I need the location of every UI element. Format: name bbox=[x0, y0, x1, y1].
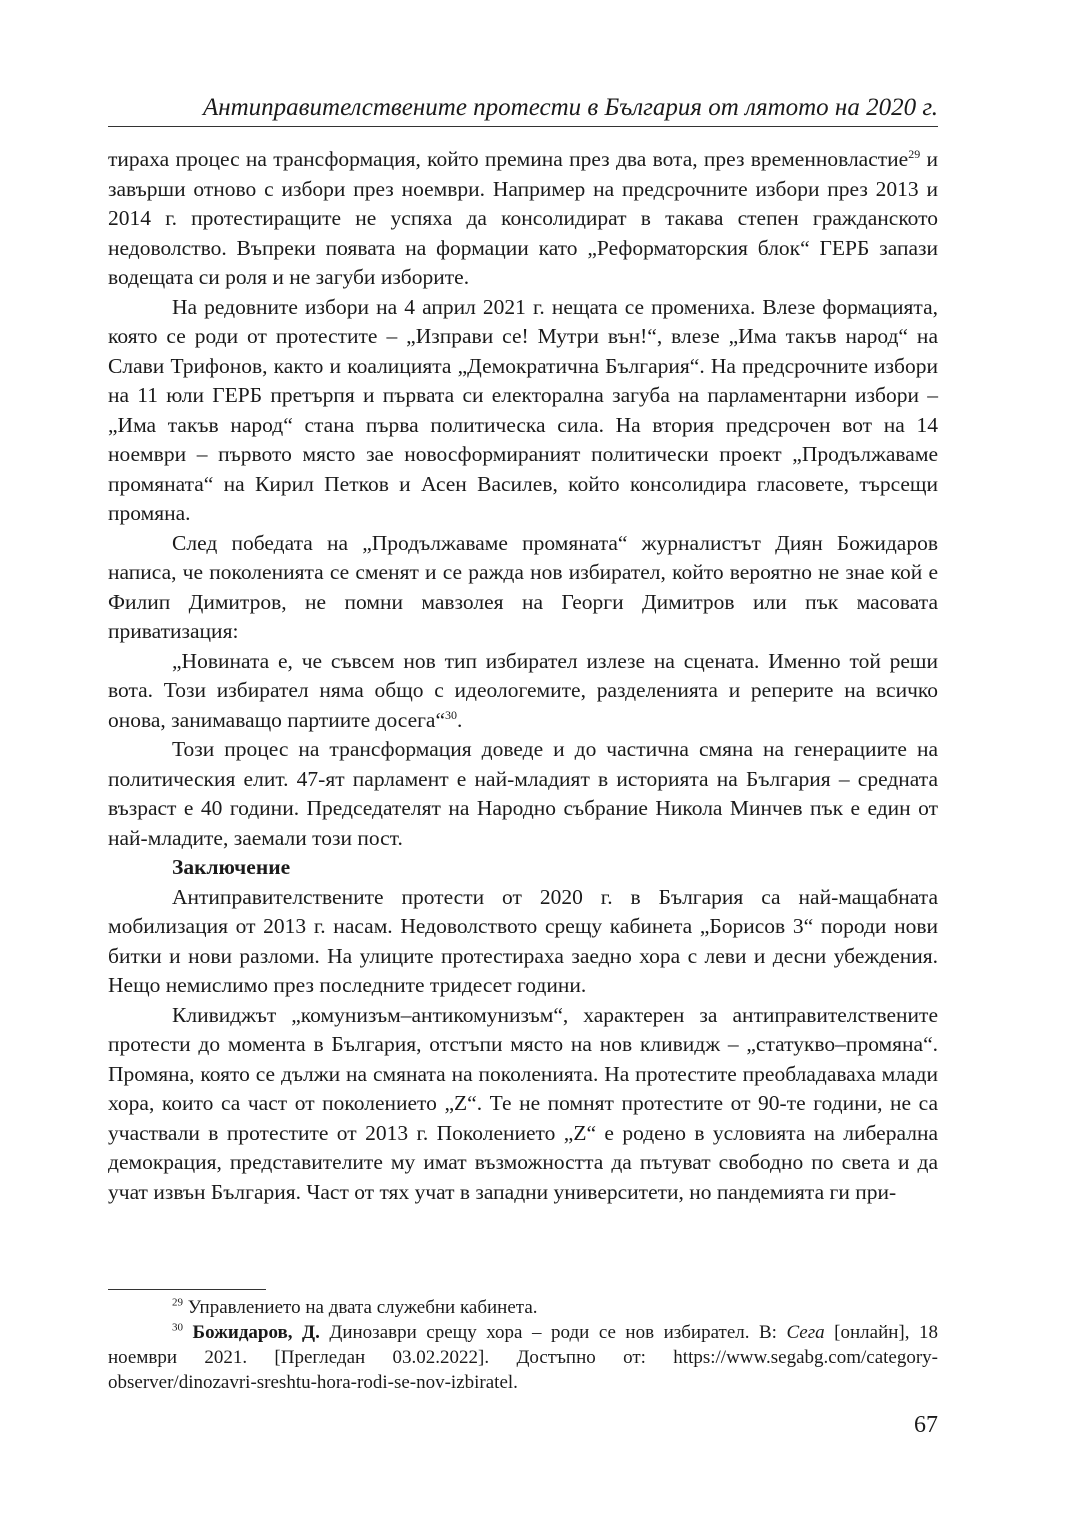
page-number: 67 bbox=[914, 1412, 938, 1438]
quote-end: . bbox=[457, 707, 463, 732]
body-text bbox=[108, 145, 938, 1207]
header-rule bbox=[108, 126, 938, 127]
footnote-number-29: 29 bbox=[172, 1296, 183, 1309]
footnote-rule bbox=[108, 1289, 266, 1290]
paragraph-5: Антиправителствените протести от 2020 г. в България са най-мащабната мобилизация от 2013 г. насам. Недоволството срещу кабинета „Борисов 3“ породи нови битки и нови разломи. На улиците протестираха заедно хора с леви и десни убеждения. Нещо немислимо през последните тридесет години. bbox=[108, 884, 938, 997]
running-header: Антиправителствените протести в България от лятото на 2020 г. bbox=[202, 94, 938, 121]
footnote-30-author: Божидаров, Д. bbox=[183, 1322, 320, 1343]
footnote-30-source: Сега bbox=[786, 1322, 825, 1343]
footnote-number-30: 30 bbox=[172, 1321, 183, 1334]
paragraph-3: След победата на „Продължаваме промяната“ журналистът Диян Божидаров написа, че поколенията се сменят и се ражда нов избирател, който вероятно не знае кой е Филип Димитров, не помни мавзолея на Георги Димитров или пък масовата приватизация: bbox=[108, 530, 938, 643]
footnote-ref-29[interactable]: 29 bbox=[908, 146, 921, 161]
paragraph-6: Кливиджът „комунизъм–антикомунизъм“, характерен за антиправителствените протести до момента в България, отстъпи място на нов кливидж – „статукво–промяна“. Промяна, която се дължи на смяната на поколенията. На протестите преобладаваха млади хора, които са част от поколението „Z“. Те не помнят протестите от 90-те години, не са участвали в протестите от 2013 г. Поколението „Z“ е родено в условията на либерална демокрация, представителите му имат възможността да пътуват свободно по света и да учат извън България. Част от тях учат в западни университети, но пандемията ги при- bbox=[108, 1002, 938, 1204]
footnote-29-text: Управлението на двата служебни кабинета. bbox=[183, 1297, 538, 1318]
paragraph-1-part-b: и завърши отново с избори през ноември. Например на предсрочните избори през 2013 и 2014 г. протестиращите не успяха да консолидират в такава степен гражданското недоволство. Въпреки появата на формации като „Реформаторския блок“ ГЕРБ запази водещата си роля и не загуби изборите. bbox=[108, 147, 938, 289]
paragraph-4: Този процес на трансформация доведе и до частична смяна на генерациите на политическия елит. 47-ят парламент е най-младият в историята на България – средната възраст е 40 години. Председателят на Народно събрание Никола Минчев пък е един от най-младите, заемали този пост. bbox=[108, 737, 938, 850]
section-heading: Заключение bbox=[172, 855, 291, 879]
footnote-30-text-after[interactable]: [онлайн], 18 ноември 2021. [Прегледан 03.02.2022]. Достъпно от: https://www.segabg.com/category-observer/dinozavri-sreshtu-hora-rodi-se-nov-izbiratel. bbox=[108, 1322, 938, 1393]
block-quote bbox=[108, 647, 938, 736]
footnote-ref-30[interactable]: 30 bbox=[445, 707, 458, 722]
footnote-30-text-before: Динозаври срещу хора – роди се нов избирател. В: bbox=[319, 1322, 787, 1343]
quote-text: „Новината е, че съвсем нов тип избирател излезе на сцената. Именно той реши вота. Този избирател няма общо с идеологемите, разделенията и реперите на всичко онова, занимаващо партиите досега“ bbox=[108, 648, 938, 732]
footnotes bbox=[108, 1295, 938, 1395]
paragraph-1-part-a: тираха процес на трансформация, който премина през два вота, през временновластие bbox=[108, 147, 909, 171]
paragraph-1 bbox=[108, 145, 938, 293]
footnote-29 bbox=[108, 1295, 938, 1320]
paragraph-2: На редовните избори на 4 април 2021 г. нещата се промениха. Влезе формацията, която се роди от протестите – „Изправи се! Мутри вън!“, влезе „Има такъв народ“ на Слави Трифонов, както и коалицията „Демократична България“. На предсрочните избори на 11 юли ГЕРБ претърпя и първата си електорална загуба на парламентарни избори – „Има такъв народ“ стана първа политическа сила. На втория предсрочен вот на 14 ноември – първото място зае новосформираният политически проект „Продължаваме промяната“ на Кирил Петков и Асен Василев, който консолидира гласовете, търсещи промяна. bbox=[108, 294, 938, 525]
footnote-30 bbox=[108, 1320, 938, 1395]
